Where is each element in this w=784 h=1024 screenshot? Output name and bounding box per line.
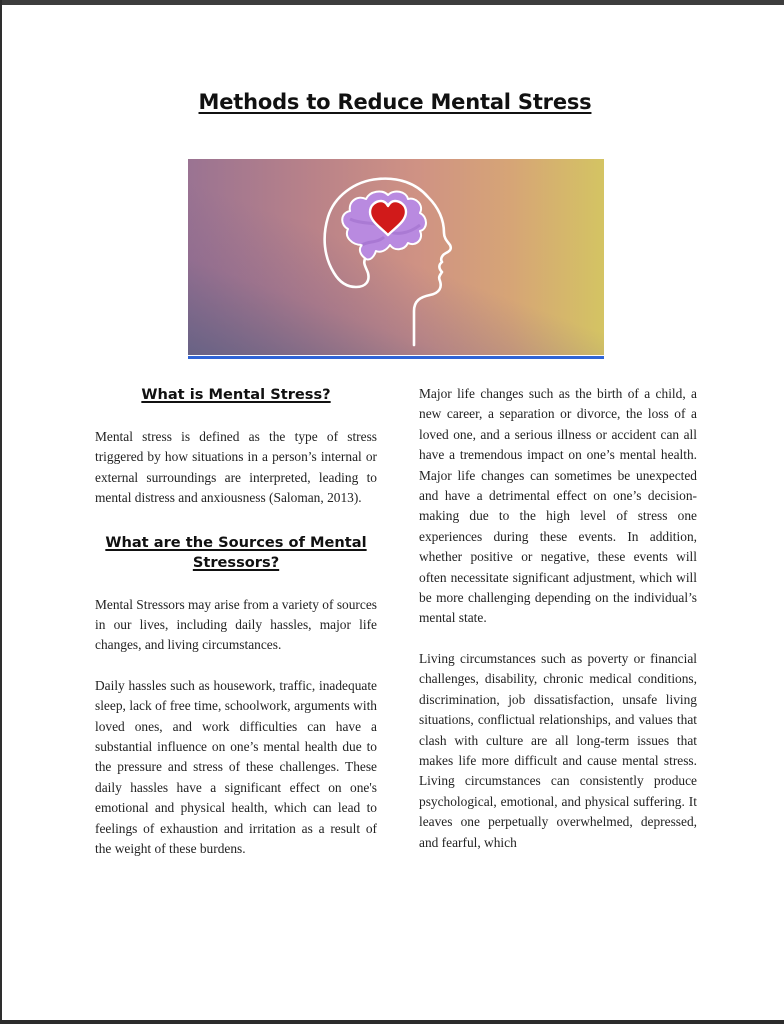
section-heading-text: What is Mental Stress? xyxy=(141,386,331,403)
hero-underline-rule xyxy=(188,356,604,359)
hero-image xyxy=(188,159,604,355)
paragraph-daily-hassles: Daily hassles such as housework, traffic, inadequate sleep, lack of free time, schoolwork, arguments with loved ones, and work difficulties can have a substantial influence on one’s mental health due to the pressure and stress of these challenges. These daily hassles have a significant effect on one's emotional and physical health, which can lead to feelings of exhaustion and irritation as a result of the weight of these burdens. xyxy=(95,677,377,857)
paragraph-living-circumstances: Living circumstances such as poverty or financial challenges, disability, chronic medical conditions, discrimination, job dissatisfaction, unsafe living situations, conflictual relationships, and values that clash with culture are all long-term issues that makes life more difficult and cause mental stress. Living circumstances can consistently produce psychological, emotional, and physical suffering. It leaves one perpetually overwhelmed, depressed, and fearful, which xyxy=(419,650,697,850)
document-title-text: Methods to Reduce Mental Stress xyxy=(198,90,592,114)
paragraph-definition: Mental stress is defined as the type of stress triggered by how situations in a person’s internal or external surroundings are interpreted, leading to mental distress and anxiousness (Saloman, 2013). xyxy=(95,429,377,506)
section-heading-sources-of-stressors xyxy=(95,533,377,573)
left-column xyxy=(95,385,377,860)
document-title xyxy=(0,90,784,114)
section-heading-what-is-mental-stress xyxy=(95,385,377,405)
paragraph-major-life-changes: Major life changes such as the birth of a child, a new career, a separation or divorce, the loss of a loved one, and a serious illness or accident can all have a tremendous impact on one’s mental health. Major life changes can sometimes be unexpected and have a detrimental effect on one’s decision-making due to the high level of stress one experiences during these events. In addition, whether positive or negative, these events will often necessitate significant adjustment, which will be more challenging depending on the individual’s mental state. xyxy=(419,386,697,626)
head-brain-heart-icon xyxy=(188,159,604,355)
paragraph-sources-intro: Mental Stressors may arise from a variety of sources in our lives, including daily hassles, major life changes, and living circumstances. xyxy=(95,596,377,653)
viewer-bottom-bar xyxy=(0,1020,784,1024)
right-column xyxy=(419,384,697,853)
section-heading-text: What are the Sources of Mental Stressors? xyxy=(105,533,367,571)
